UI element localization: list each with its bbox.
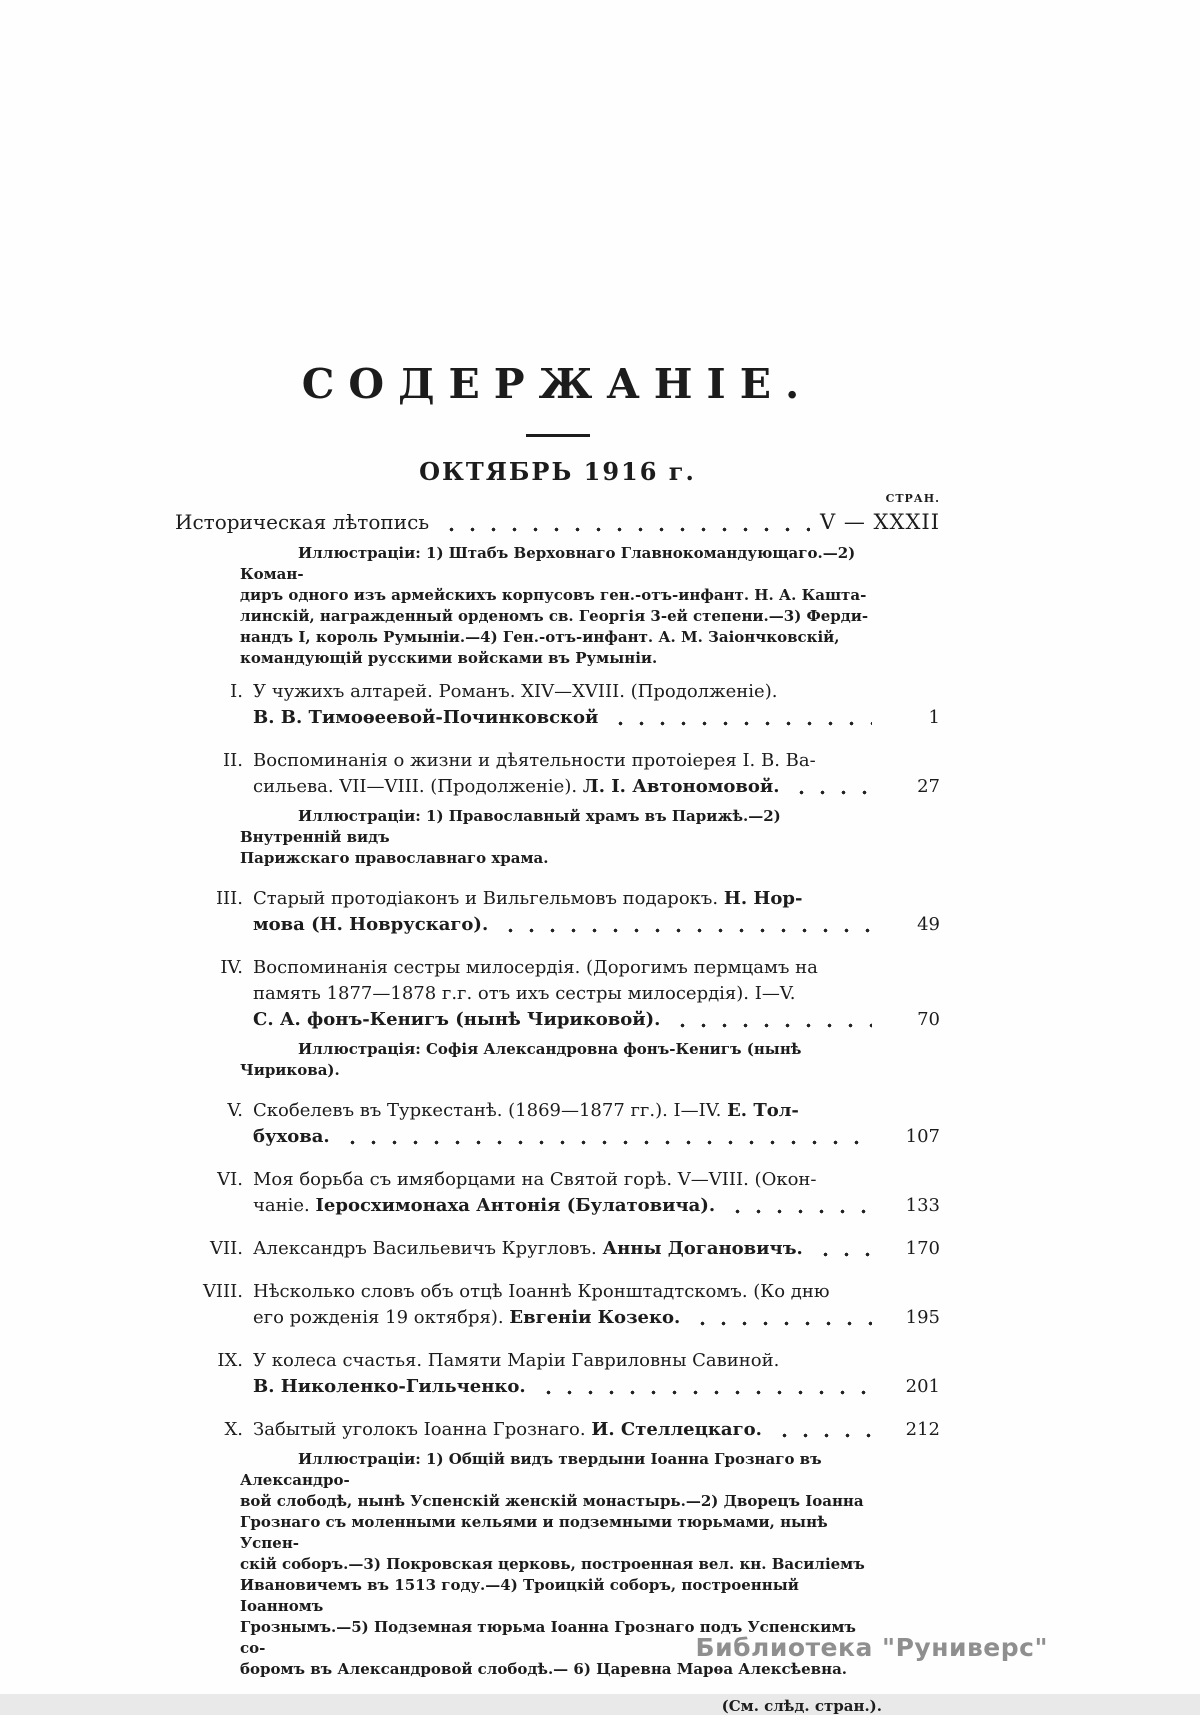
toc-entry-row bbox=[175, 679, 940, 731]
entry-body bbox=[175, 507, 818, 537]
illustration-line: Иллюстрація: Софія Александровна фонъ-Кенигъ (нынѣ Чирикова). bbox=[240, 1040, 802, 1079]
toc-entry-row bbox=[175, 1279, 940, 1331]
entry-text: Забытый уголокъ Іоанна Грознаго. bbox=[253, 1419, 592, 1440]
entry-line bbox=[253, 1279, 880, 1305]
entry-author: С. А. фонъ-Кенигъ (нынѣ Чириковой). bbox=[253, 1009, 661, 1030]
illustration-line: скій соборъ.—3) Покровская церковь, построенная вел. кн. Василіемъ bbox=[240, 1555, 865, 1573]
entry-line bbox=[253, 1124, 880, 1150]
illustration-line: Иллюстраціи: 1) Православный храмъ въ Парижѣ.—2) Внутренній видъ bbox=[240, 807, 781, 846]
entry-line bbox=[253, 912, 880, 938]
entry-line bbox=[253, 1348, 880, 1374]
entry-numeral: II. bbox=[223, 750, 243, 771]
illustration-note bbox=[240, 1039, 882, 1081]
issue-subtitle: ОКТЯБРЬ 1916 г. bbox=[419, 457, 696, 486]
entry-line bbox=[253, 955, 880, 981]
footer-note: (См. слѣд. стран.). bbox=[721, 1697, 882, 1715]
toc-entry-row bbox=[175, 1236, 940, 1262]
entry-line bbox=[253, 705, 880, 731]
entry-line bbox=[253, 1167, 880, 1193]
entry-page-number: 212 bbox=[905, 1419, 940, 1440]
entry-text: Александръ Васильевичъ Кругловъ. bbox=[253, 1238, 603, 1259]
entry-line-text bbox=[253, 912, 488, 938]
entry-page-number: 70 bbox=[917, 1009, 940, 1030]
entry-page-number: 107 bbox=[905, 1126, 940, 1147]
entry-line-text bbox=[253, 1169, 817, 1190]
entry-author: Анны Догановичъ. bbox=[602, 1238, 803, 1259]
entry-author: Е. Тол- bbox=[727, 1100, 799, 1121]
entry-numeral: IV. bbox=[220, 957, 243, 978]
entry-line-text bbox=[253, 1193, 715, 1219]
entry-text: память 1877—1878 г.г. отъ ихъ сестры милосердія). I—V. bbox=[253, 983, 796, 1004]
page-content bbox=[175, 0, 940, 1715]
entry-text: Воспоминанія сестры милосердія. (Дорогимъ пермцамъ на bbox=[253, 957, 818, 978]
entry-text: У чужихъ алтарей. Романъ. XIV—XVIII. (Продолженіе). bbox=[253, 681, 778, 702]
dot-leader bbox=[727, 1209, 872, 1214]
toc-entry-row bbox=[175, 1098, 940, 1150]
entry-line bbox=[253, 1305, 880, 1331]
toc-entry bbox=[175, 955, 940, 1081]
entry-line-text bbox=[175, 507, 429, 537]
entry-numeral: I. bbox=[230, 681, 243, 702]
illustration-line: вой слободѣ, нынѣ Успенскій женскій монастырь.—2) Дворецъ Іоанна bbox=[240, 1492, 864, 1510]
entry-line-text bbox=[253, 1124, 330, 1150]
entry-line-text bbox=[253, 1350, 779, 1371]
entry-author: В. В. Тимоѳеевой-Починковской bbox=[253, 707, 599, 728]
toc-entry-row bbox=[175, 1348, 940, 1400]
illustration-line: Грознаго съ моленными кельями и подземными тюрьмами, нынѣ Успен- bbox=[240, 1513, 828, 1552]
dot-leader bbox=[774, 1433, 872, 1438]
entry-line-text bbox=[253, 750, 816, 771]
illustration-line: Иллюстраціи: 1) Штабъ Верховнаго Главнокомандующаго.—2) Коман- bbox=[240, 544, 856, 583]
entry-line-text bbox=[253, 705, 598, 731]
toc-entry bbox=[175, 886, 940, 938]
library-watermark: Библиотека "Руниверс" bbox=[695, 1633, 1048, 1662]
toc-list bbox=[175, 507, 940, 1680]
entry-line-text bbox=[253, 1007, 660, 1033]
toc-entry-row bbox=[175, 1417, 940, 1443]
entry-text: чаніе. bbox=[253, 1195, 316, 1216]
entry-text: Моя борьба съ имяборцами на Святой горѣ. V—VIII. (Окон- bbox=[253, 1169, 817, 1190]
entry-body bbox=[253, 1348, 880, 1400]
illustration-line: боромъ въ Александровой слободѣ.— 6) Царевна Марѳа Алексѣевна. bbox=[240, 1660, 848, 1678]
entry-line bbox=[253, 748, 880, 774]
entry-text: сильева. VII—VIII. (Продолженіе). bbox=[253, 776, 583, 797]
toc-entry-row bbox=[175, 955, 940, 1033]
toc-entry bbox=[175, 1348, 940, 1400]
page-title: СОДЕРЖАНІЕ. bbox=[301, 360, 814, 408]
entry-body bbox=[253, 1417, 880, 1443]
entry-line bbox=[253, 1098, 880, 1124]
entry-numeral: X. bbox=[224, 1419, 243, 1440]
dot-leader bbox=[441, 527, 810, 532]
entry-body bbox=[253, 1098, 880, 1150]
illustration-line: Ивановичемъ въ 1513 году.—4) Троицкій соборъ, построенный Іоанномъ bbox=[240, 1576, 799, 1615]
entry-text: Историческая лѣтопись bbox=[175, 510, 430, 534]
entry-numeral: V. bbox=[227, 1100, 243, 1121]
entry-line bbox=[253, 774, 880, 800]
entry-author: В. Николенко-Гильченко. bbox=[253, 1376, 526, 1397]
dot-leader bbox=[500, 928, 872, 933]
illustration-note bbox=[240, 543, 882, 669]
entry-numeral: IX. bbox=[217, 1350, 243, 1371]
illustration-line: командующій русскими войсками въ Румыніи. bbox=[240, 649, 658, 667]
entry-text: Воспоминанія о жизни и дѣятельности протоіерея І. В. Ва- bbox=[253, 750, 816, 771]
entry-line bbox=[253, 1417, 880, 1443]
entry-text: его рожденія 19 октября). bbox=[253, 1307, 510, 1328]
entry-line bbox=[253, 679, 880, 705]
entry-line bbox=[253, 1007, 880, 1033]
entry-page-number: 133 bbox=[905, 1195, 940, 1216]
entry-body bbox=[253, 1167, 880, 1219]
entry-numeral: VI. bbox=[217, 1169, 243, 1190]
entry-author: бухова. bbox=[253, 1126, 330, 1147]
toc-entry-row bbox=[175, 886, 940, 938]
entry-numeral: VIII. bbox=[202, 1281, 243, 1302]
toc-entry bbox=[175, 679, 940, 731]
entry-line bbox=[175, 507, 818, 537]
toc-entry bbox=[175, 1279, 940, 1331]
toc-entry bbox=[175, 1167, 940, 1219]
entry-text: Скобелевъ въ Туркестанѣ. (1869—1877 гг.). I—IV. bbox=[253, 1100, 728, 1121]
entry-author: Л. І. Автономовой. bbox=[582, 776, 780, 797]
illustration-line: нандъ I, король Румыніи.—4) Ген.-отъ-инфант. А. М. Заіончковскій, bbox=[240, 628, 840, 646]
entry-body bbox=[253, 1279, 880, 1331]
entry-body bbox=[253, 679, 880, 731]
entry-body bbox=[253, 1236, 880, 1262]
entry-page-number: 170 bbox=[905, 1238, 940, 1259]
toc-entry bbox=[175, 1236, 940, 1262]
entry-line bbox=[253, 981, 880, 1007]
entry-body bbox=[253, 955, 880, 1033]
entry-page-number: V — XXXII bbox=[820, 510, 940, 534]
entry-line-text bbox=[253, 1374, 526, 1400]
dot-leader bbox=[610, 721, 872, 726]
entry-author: мова (Н. Новрускаго). bbox=[253, 914, 489, 935]
title-divider bbox=[526, 434, 590, 437]
entry-line-text bbox=[253, 983, 795, 1004]
illustration-line: диръ одного изъ армейскихъ корпусовъ ген.-отъ-инфант. Н. А. Кашта- bbox=[240, 586, 867, 604]
entry-line bbox=[253, 886, 880, 912]
entry-text: У колеса счастья. Памяти Маріи Гавриловны Савиной. bbox=[253, 1350, 780, 1371]
illustration-line: линскій, награжденный орденомъ св. Георгія 3-ей степени.—3) Ферди- bbox=[240, 607, 869, 625]
entry-author: Н. Нор- bbox=[723, 888, 803, 909]
entry-page-number: 49 bbox=[917, 914, 940, 935]
entry-line-text bbox=[253, 774, 779, 800]
dot-leader bbox=[692, 1321, 872, 1326]
entry-line-text bbox=[253, 888, 802, 909]
entry-author: И. Стеллецкаго. bbox=[591, 1419, 762, 1440]
entry-line bbox=[253, 1374, 880, 1400]
entry-page-number: 1 bbox=[928, 707, 940, 728]
toc-entry bbox=[175, 507, 940, 669]
entry-page-number: 195 bbox=[905, 1307, 940, 1328]
illustration-line: Грознымъ.—5) Подземная тюрьма Іоанна Грознаго подъ Успенскимъ со- bbox=[240, 1618, 856, 1657]
toc-entry-row bbox=[175, 507, 940, 537]
entry-page-number: 201 bbox=[905, 1376, 940, 1397]
entry-text: Старый протодіаконъ и Вильгельмовъ подарокъ. bbox=[253, 888, 724, 909]
dot-leader bbox=[815, 1252, 872, 1257]
entry-page-number: 27 bbox=[917, 776, 940, 797]
entry-line bbox=[253, 1236, 880, 1262]
entry-line-text bbox=[253, 1281, 830, 1302]
dot-leader bbox=[791, 790, 872, 795]
entry-line-text bbox=[253, 1305, 680, 1331]
dot-leader bbox=[342, 1140, 872, 1145]
entry-body bbox=[253, 748, 880, 800]
dot-leader bbox=[672, 1023, 872, 1028]
illustration-line: Парижскаго православнаго храма. bbox=[240, 849, 549, 867]
illustration-note bbox=[240, 806, 882, 869]
entry-line bbox=[253, 1193, 880, 1219]
toc-entry-row bbox=[175, 1167, 940, 1219]
entry-line-text bbox=[253, 681, 777, 702]
toc-entry bbox=[175, 748, 940, 869]
entry-line-text bbox=[253, 1236, 803, 1262]
entry-text: Нѣсколько словъ объ отцѣ Іоаннѣ Кронштадтскомъ. (Ко дню bbox=[253, 1281, 830, 1302]
illustration-line: Иллюстраціи: 1) Общій видъ твердыни Іоанна Грознаго въ Александро- bbox=[240, 1450, 822, 1489]
entry-line-text bbox=[253, 957, 818, 978]
toc-entry-row bbox=[175, 748, 940, 800]
entry-numeral: VII. bbox=[210, 1238, 243, 1259]
entry-author: Іеросхимонаха Антонія (Булатовича). bbox=[315, 1195, 716, 1216]
entry-line-text bbox=[253, 1100, 799, 1121]
dot-leader bbox=[538, 1390, 872, 1395]
entry-line-text bbox=[253, 1417, 762, 1443]
entry-body bbox=[253, 886, 880, 938]
page-column-header: СТРАН. bbox=[885, 492, 940, 505]
entry-numeral: III. bbox=[215, 888, 243, 909]
entry-author: Евгеніи Козеко. bbox=[509, 1307, 681, 1328]
toc-entry bbox=[175, 1098, 940, 1150]
